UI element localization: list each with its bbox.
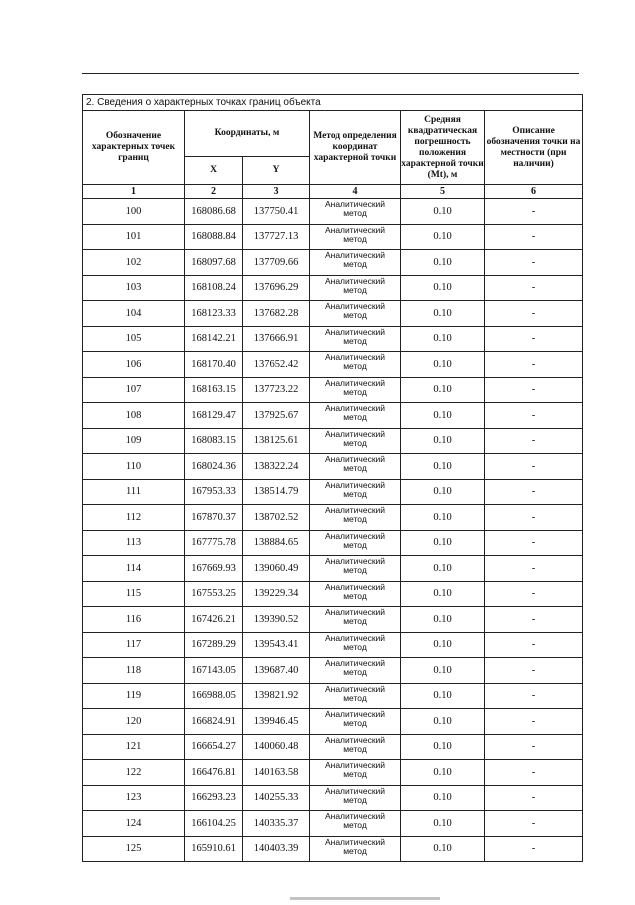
point-id: 124: [83, 811, 185, 837]
description: -: [485, 607, 583, 633]
boundary-points-table: [82, 94, 583, 862]
coord-x: 167553.25: [185, 581, 243, 607]
point-id: 106: [83, 352, 185, 378]
method-line2: метод: [343, 463, 367, 473]
description: -: [485, 224, 583, 250]
coord-y: 138702.52: [243, 505, 310, 531]
column-number: 1: [83, 185, 185, 199]
coord-x: 168083.15: [185, 428, 243, 454]
table-row: [83, 683, 583, 709]
coord-x: 168129.47: [185, 403, 243, 429]
column-number: 2: [185, 185, 243, 199]
error-value: 0.10: [401, 581, 485, 607]
coord-x: 166654.27: [185, 734, 243, 760]
header-y: Y: [243, 157, 310, 185]
coord-x: 167953.33: [185, 479, 243, 505]
method-line2: метод: [343, 590, 367, 601]
method: [310, 530, 401, 556]
column-number: 4: [310, 185, 401, 199]
coord-y: 139821.92: [243, 683, 310, 709]
description: -: [485, 556, 583, 582]
coord-y: 140335.37: [243, 811, 310, 837]
point-id: 115: [83, 581, 185, 607]
table-row: [83, 556, 583, 582]
coord-y: 137723.22: [243, 377, 310, 403]
column-number: 5: [401, 185, 485, 199]
point-id: 110: [83, 454, 185, 480]
table-row: [83, 709, 583, 735]
description: -: [485, 275, 583, 301]
method: [310, 224, 401, 250]
error-value: 0.10: [401, 352, 485, 378]
description: -: [485, 709, 583, 735]
coord-y: 140403.39: [243, 836, 310, 862]
description: -: [485, 632, 583, 658]
header-coordinates: Координаты, м: [185, 111, 310, 157]
method-line1: Аналитический: [324, 505, 386, 515]
method-line1: Аналитический: [324, 377, 386, 388]
method-line1: Аналитический: [324, 556, 386, 566]
description: -: [485, 683, 583, 709]
point-id: 111: [83, 479, 185, 505]
table-row: [83, 403, 583, 429]
table-row: [83, 734, 583, 760]
method: [310, 556, 401, 582]
table-row: [83, 250, 583, 276]
method-line2: метод: [343, 539, 367, 550]
method-line1: Аналитический: [324, 632, 386, 643]
method-line1: Аналитический: [324, 250, 386, 260]
point-id: 125: [83, 836, 185, 862]
point-id: 122: [83, 760, 185, 786]
header-error: Средняя квадратическая погрешность положения характерной точки (Мt), м: [401, 111, 485, 185]
method-line1: Аналитический: [324, 581, 386, 592]
method-line2: метод: [343, 820, 367, 830]
coord-x: 166824.91: [185, 709, 243, 735]
method-line1: Аналитический: [324, 428, 386, 439]
coord-x: 168170.40: [185, 352, 243, 378]
coord-x: 168123.33: [185, 301, 243, 327]
coord-y: 138514.79: [243, 479, 310, 505]
coord-x: 166293.23: [185, 785, 243, 811]
error-value: 0.10: [401, 377, 485, 403]
method-line1: Аналитический: [324, 683, 386, 694]
method: [310, 709, 401, 735]
method-line1: Аналитический: [324, 275, 386, 286]
method-line2: метод: [343, 335, 367, 346]
coord-x: 168088.84: [185, 224, 243, 250]
method-line1: Аналитический: [324, 734, 386, 745]
method-line1: Аналитический: [324, 760, 386, 770]
coord-x: 167426.21: [185, 607, 243, 633]
method: [310, 352, 401, 378]
table-row: [83, 530, 583, 556]
point-id: 117: [83, 632, 185, 658]
column-number: 6: [485, 185, 583, 199]
method-line2: метод: [343, 794, 367, 805]
description: -: [485, 505, 583, 531]
method-line1: Аналитический: [324, 224, 386, 235]
method-line2: метод: [343, 692, 367, 703]
method-line1: Аналитический: [324, 403, 386, 413]
method: [310, 836, 401, 862]
method: [310, 581, 401, 607]
description: -: [485, 301, 583, 327]
coord-x: 168024.36: [185, 454, 243, 480]
method-line1: Аналитический: [324, 530, 386, 541]
method-line1: Аналитический: [324, 479, 386, 490]
description: -: [485, 403, 583, 429]
method-line1: Аналитический: [324, 352, 386, 362]
error-value: 0.10: [401, 734, 485, 760]
method: [310, 811, 401, 837]
error-value: 0.10: [401, 428, 485, 454]
error-value: 0.10: [401, 811, 485, 837]
error-value: 0.10: [401, 683, 485, 709]
point-id: 120: [83, 709, 185, 735]
method-line1: Аналитический: [324, 607, 386, 617]
table-row: [83, 352, 583, 378]
coord-x: 168142.21: [185, 326, 243, 352]
description: -: [485, 760, 583, 786]
method-line2: метод: [343, 743, 367, 754]
method: [310, 658, 401, 684]
table-row: [83, 581, 583, 607]
description: -: [485, 530, 583, 556]
coord-y: 140060.48: [243, 734, 310, 760]
method-line2: метод: [343, 208, 367, 218]
coord-y: 138125.61: [243, 428, 310, 454]
table-row: [83, 199, 583, 225]
description: -: [485, 250, 583, 276]
coord-x: 165910.61: [185, 836, 243, 862]
description: -: [485, 326, 583, 352]
coord-y: 137709.66: [243, 250, 310, 276]
error-value: 0.10: [401, 530, 485, 556]
method-line2: метод: [343, 412, 367, 422]
error-value: 0.10: [401, 709, 485, 735]
description: -: [485, 811, 583, 837]
method: [310, 683, 401, 709]
method: [310, 607, 401, 633]
coord-y: 139687.40: [243, 658, 310, 684]
table-row: [83, 326, 583, 352]
method-line1: Аналитический: [324, 454, 386, 464]
method-line2: метод: [343, 488, 367, 499]
description: -: [485, 377, 583, 403]
coord-y: 140163.58: [243, 760, 310, 786]
point-id: 104: [83, 301, 185, 327]
point-id: 105: [83, 326, 185, 352]
point-id: 102: [83, 250, 185, 276]
method-line1: Аналитический: [324, 658, 386, 668]
coord-y: 138884.65: [243, 530, 310, 556]
coord-x: 167669.93: [185, 556, 243, 582]
description: -: [485, 199, 583, 225]
method: [310, 454, 401, 480]
coord-y: 137652.42: [243, 352, 310, 378]
method-line1: Аналитический: [324, 709, 386, 719]
coord-y: 137925.67: [243, 403, 310, 429]
method: [310, 428, 401, 454]
error-value: 0.10: [401, 479, 485, 505]
header-x: X: [185, 157, 243, 185]
method-line2: метод: [343, 233, 367, 244]
table-row: [83, 760, 583, 786]
method-line2: метод: [343, 616, 367, 626]
method: [310, 760, 401, 786]
coord-x: 168108.24: [185, 275, 243, 301]
description: -: [485, 352, 583, 378]
table-row: [83, 785, 583, 811]
table-row: [83, 377, 583, 403]
method: [310, 479, 401, 505]
method-line2: метод: [343, 769, 367, 779]
point-id: 118: [83, 658, 185, 684]
error-value: 0.10: [401, 785, 485, 811]
method-line2: метод: [343, 284, 367, 295]
error-value: 0.10: [401, 403, 485, 429]
method-line2: метод: [343, 845, 367, 856]
coord-x: 168086.68: [185, 199, 243, 225]
method-line1: Аналитический: [324, 301, 386, 311]
coord-y: 140255.33: [243, 785, 310, 811]
method-line2: метод: [343, 386, 367, 397]
column-number-row: [83, 185, 583, 199]
point-id: 123: [83, 785, 185, 811]
error-value: 0.10: [401, 658, 485, 684]
point-id: 103: [83, 275, 185, 301]
coord-y: 137696.29: [243, 275, 310, 301]
coord-y: 139229.34: [243, 581, 310, 607]
table-body: [83, 199, 583, 862]
point-id: 116: [83, 607, 185, 633]
description: -: [485, 836, 583, 862]
coord-y: 137666.91: [243, 326, 310, 352]
description: -: [485, 658, 583, 684]
method: [310, 632, 401, 658]
table-row: [83, 836, 583, 862]
table-row: [83, 301, 583, 327]
coord-x: 167870.37: [185, 505, 243, 531]
error-value: 0.10: [401, 199, 485, 225]
method-line1: Аналитический: [324, 811, 386, 821]
method-line2: метод: [343, 514, 367, 524]
coord-y: 137750.41: [243, 199, 310, 225]
method: [310, 250, 401, 276]
method-line2: метод: [343, 641, 367, 652]
point-id: 100: [83, 199, 185, 225]
top-divider: [82, 73, 579, 74]
coord-x: 167143.05: [185, 658, 243, 684]
error-value: 0.10: [401, 454, 485, 480]
table-row: [83, 658, 583, 684]
coord-x: 168163.15: [185, 377, 243, 403]
method-line1: Аналитический: [324, 199, 386, 209]
header-description: Описание обозначения точки на местности (при наличии): [485, 111, 583, 185]
point-id: 112: [83, 505, 185, 531]
method-line2: метод: [343, 565, 367, 575]
method: [310, 785, 401, 811]
coord-x: 167775.78: [185, 530, 243, 556]
error-value: 0.10: [401, 760, 485, 786]
error-value: 0.10: [401, 836, 485, 862]
description: -: [485, 581, 583, 607]
method-line2: метод: [343, 667, 367, 677]
coord-x: 168097.68: [185, 250, 243, 276]
error-value: 0.10: [401, 224, 485, 250]
header-designation: Обозначение характерных точек границ: [83, 111, 185, 185]
method-line1: Аналитический: [324, 326, 386, 337]
description: -: [485, 454, 583, 480]
coord-y: 137727.13: [243, 224, 310, 250]
header-method: Метод определения координат характерной точки: [310, 111, 401, 185]
point-id: 108: [83, 403, 185, 429]
coord-x: 167289.29: [185, 632, 243, 658]
scan-artifact: [290, 897, 440, 900]
point-id: 121: [83, 734, 185, 760]
boundary-points-section: [82, 94, 582, 862]
section-title: 2. Сведения о характерных точках границ объекта: [83, 95, 583, 111]
coord-y: 139060.49: [243, 556, 310, 582]
method: [310, 403, 401, 429]
table-row: [83, 479, 583, 505]
coord-y: 137682.28: [243, 301, 310, 327]
method: [310, 326, 401, 352]
error-value: 0.10: [401, 505, 485, 531]
point-id: 114: [83, 556, 185, 582]
error-value: 0.10: [401, 556, 485, 582]
point-id: 119: [83, 683, 185, 709]
method: [310, 275, 401, 301]
point-id: 107: [83, 377, 185, 403]
table-row: [83, 224, 583, 250]
coord-x: 166476.81: [185, 760, 243, 786]
table-row: [83, 428, 583, 454]
table-row: [83, 505, 583, 531]
error-value: 0.10: [401, 607, 485, 633]
point-id: 113: [83, 530, 185, 556]
column-number: 3: [243, 185, 310, 199]
coord-y: 138322.24: [243, 454, 310, 480]
error-value: 0.10: [401, 301, 485, 327]
method-line1: Аналитический: [324, 836, 386, 847]
method-line2: метод: [343, 361, 367, 371]
description: -: [485, 479, 583, 505]
coord-y: 139543.41: [243, 632, 310, 658]
point-id: 101: [83, 224, 185, 250]
table-row: [83, 811, 583, 837]
point-id: 109: [83, 428, 185, 454]
table-row: [83, 454, 583, 480]
description: -: [485, 734, 583, 760]
method: [310, 734, 401, 760]
method: [310, 199, 401, 225]
method: [310, 377, 401, 403]
error-value: 0.10: [401, 250, 485, 276]
table-row: [83, 632, 583, 658]
description: -: [485, 785, 583, 811]
method-line2: метод: [343, 718, 367, 728]
method: [310, 505, 401, 531]
error-value: 0.10: [401, 632, 485, 658]
method: [310, 301, 401, 327]
table-row: [83, 607, 583, 633]
coord-y: 139946.45: [243, 709, 310, 735]
method-line2: метод: [343, 259, 367, 269]
coord-x: 166988.05: [185, 683, 243, 709]
description: -: [485, 428, 583, 454]
coord-y: 139390.52: [243, 607, 310, 633]
error-value: 0.10: [401, 275, 485, 301]
method-line1: Аналитический: [324, 785, 386, 796]
method-line2: метод: [343, 437, 367, 448]
table-row: [83, 275, 583, 301]
method-line2: метод: [343, 310, 367, 320]
coord-x: 166104.25: [185, 811, 243, 837]
error-value: 0.10: [401, 326, 485, 352]
